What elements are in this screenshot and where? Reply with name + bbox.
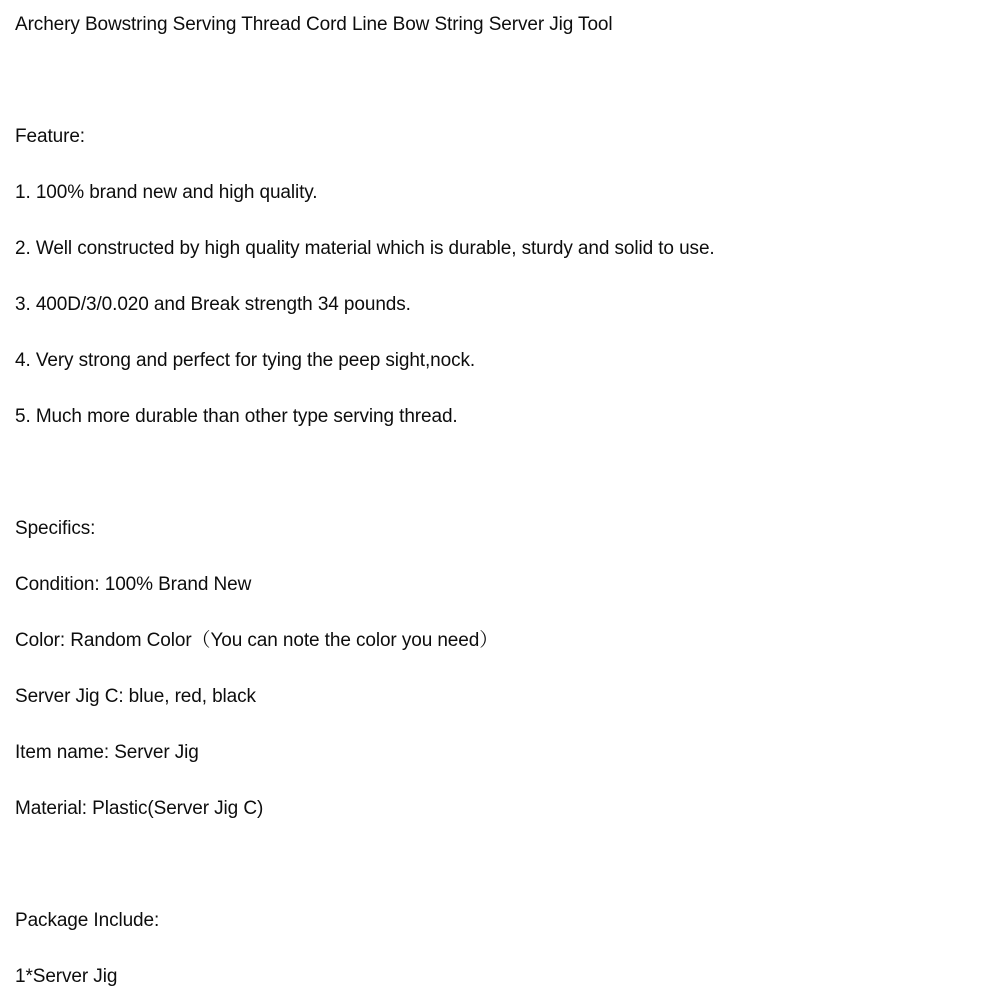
feature-item-5: 5. Much more durable than other type serving thread. — [15, 406, 458, 427]
feature-section-heading: Feature: — [15, 126, 85, 147]
specifics-server-jig-colors: Server Jig C: blue, red, black — [15, 686, 256, 707]
specifics-item-name: Item name: Server Jig — [15, 742, 199, 763]
feature-item-4: 4. Very strong and perfect for tying the peep sight,nock. — [15, 350, 476, 371]
specifics-section-heading: Specifics: — [15, 518, 96, 539]
feature-item-3: 3. 400D/3/0.020 and Break strength 34 pounds. — [15, 294, 411, 315]
specifics-material: Material: Plastic(Server Jig C) — [15, 798, 264, 819]
package-item-1: 1*Server Jig — [15, 966, 118, 987]
specifics-condition: Condition: 100% Brand New — [15, 574, 252, 595]
feature-item-1: 1. 100% brand new and high quality. — [15, 182, 318, 203]
package-section-heading: Package Include: — [15, 910, 160, 931]
product-title: Archery Bowstring Serving Thread Cord Line Bow String Server Jig Tool — [15, 14, 613, 35]
specifics-color: Color: Random Color（You can note the color you need） — [15, 630, 499, 651]
feature-item-2: 2. Well constructed by high quality material which is durable, sturdy and solid to use. — [15, 238, 715, 259]
